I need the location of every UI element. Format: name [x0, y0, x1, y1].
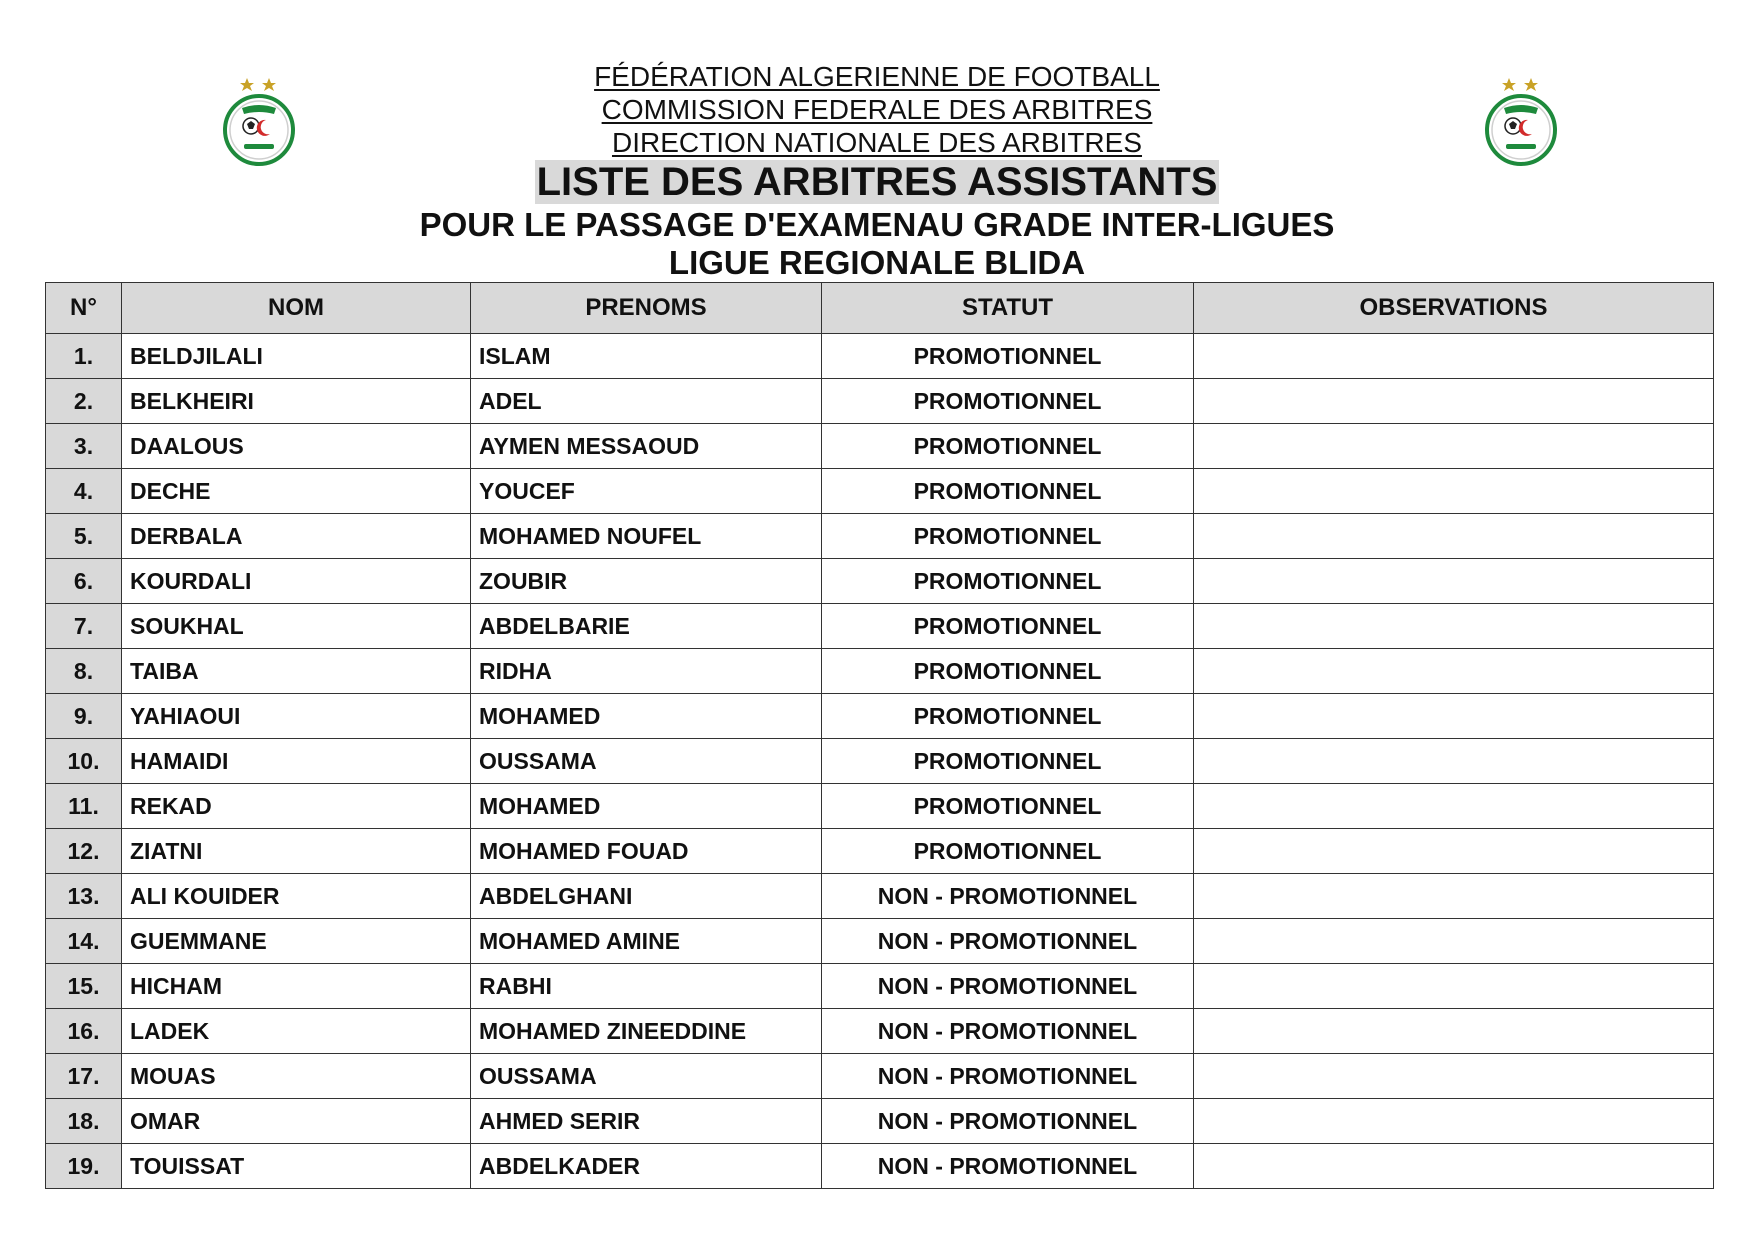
row-statut: NON - PROMOTIONNEL — [822, 919, 1194, 964]
row-number: 12. — [46, 829, 122, 874]
row-statut: NON - PROMOTIONNEL — [822, 1144, 1194, 1189]
row-number: 11. — [46, 784, 122, 829]
row-number: 17. — [46, 1054, 122, 1099]
table-row — [46, 874, 1714, 919]
row-prenom: RABHI — [471, 964, 822, 1009]
column-header-nom: NOM — [122, 283, 471, 334]
table-row — [46, 919, 1714, 964]
column-header-statut: STATUT — [822, 283, 1194, 334]
row-statut: PROMOTIONNEL — [822, 739, 1194, 784]
row-prenom: YOUCEF — [471, 469, 822, 514]
row-observations — [1194, 1099, 1714, 1144]
table-row — [46, 1054, 1714, 1099]
row-number: 18. — [46, 1099, 122, 1144]
row-number: 1. — [46, 334, 122, 379]
column-header-observations: OBSERVATIONS — [1194, 283, 1714, 334]
row-prenom: MOHAMED FOUAD — [471, 829, 822, 874]
row-prenom: ZOUBIR — [471, 559, 822, 604]
row-number: 4. — [46, 469, 122, 514]
row-observations — [1194, 874, 1714, 919]
row-observations — [1194, 694, 1714, 739]
document-subtitle: POUR LE PASSAGE D'EXAMENAU GRADE INTER-LIGUES — [419, 206, 1335, 243]
row-prenom: ISLAM — [471, 334, 822, 379]
direction-name: DIRECTION NATIONALE DES ARBITRES — [611, 127, 1143, 158]
row-prenom: AYMEN MESSAOUD — [471, 424, 822, 469]
row-prenom: OUSSAMA — [471, 1054, 822, 1099]
row-number: 8. — [46, 649, 122, 694]
row-nom: TAIBA — [122, 649, 471, 694]
table-row — [46, 1144, 1714, 1189]
row-observations — [1194, 919, 1714, 964]
row-observations — [1194, 649, 1714, 694]
row-nom: ALI KOUIDER — [122, 874, 471, 919]
row-nom: OMAR — [122, 1099, 471, 1144]
row-observations — [1194, 559, 1714, 604]
table-row — [46, 1009, 1714, 1054]
row-nom: DAALOUS — [122, 424, 471, 469]
row-nom: TOUISSAT — [122, 1144, 471, 1189]
row-number: 19. — [46, 1144, 122, 1189]
table-row — [46, 1099, 1714, 1144]
row-prenom: MOHAMED — [471, 694, 822, 739]
federation-name: FÉDÉRATION ALGERIENNE DE FOOTBALL — [594, 61, 1160, 92]
column-header-num: N° — [46, 283, 122, 334]
row-observations — [1194, 379, 1714, 424]
table-row — [46, 694, 1714, 739]
row-prenom: AHMED SERIR — [471, 1099, 822, 1144]
table-row — [46, 739, 1714, 784]
row-statut: PROMOTIONNEL — [822, 829, 1194, 874]
row-nom: YAHIAOUI — [122, 694, 471, 739]
table-row — [46, 424, 1714, 469]
row-number: 15. — [46, 964, 122, 1009]
row-prenom: ADEL — [471, 379, 822, 424]
row-statut: PROMOTIONNEL — [822, 784, 1194, 829]
row-prenom: ABDELBARIE — [471, 604, 822, 649]
row-prenom: RIDHA — [471, 649, 822, 694]
header-block — [0, 60, 1754, 159]
table-row — [46, 514, 1714, 559]
row-nom: KOURDALI — [122, 559, 471, 604]
row-number: 9. — [46, 694, 122, 739]
row-statut: NON - PROMOTIONNEL — [822, 1099, 1194, 1144]
row-statut: PROMOTIONNEL — [822, 469, 1194, 514]
row-prenom: MOHAMED — [471, 784, 822, 829]
league-name: LIGUE REGIONALE BLIDA — [668, 244, 1086, 281]
row-number: 14. — [46, 919, 122, 964]
row-number: 5. — [46, 514, 122, 559]
table-row — [46, 784, 1714, 829]
row-number: 3. — [46, 424, 122, 469]
row-observations — [1194, 784, 1714, 829]
row-observations — [1194, 514, 1714, 559]
row-observations — [1194, 424, 1714, 469]
row-number: 10. — [46, 739, 122, 784]
row-prenom: OUSSAMA — [471, 739, 822, 784]
table-row — [46, 379, 1714, 424]
row-number: 13. — [46, 874, 122, 919]
row-observations — [1194, 964, 1714, 1009]
table-row — [46, 829, 1714, 874]
row-observations — [1194, 1054, 1714, 1099]
document-title: LISTE DES ARBITRES ASSISTANTS — [536, 160, 1218, 204]
table-header-row — [46, 283, 1714, 334]
row-nom: GUEMMANE — [122, 919, 471, 964]
row-nom: SOUKHAL — [122, 604, 471, 649]
row-statut: NON - PROMOTIONNEL — [822, 1054, 1194, 1099]
row-statut: PROMOTIONNEL — [822, 604, 1194, 649]
table-row — [46, 604, 1714, 649]
row-statut: NON - PROMOTIONNEL — [822, 874, 1194, 919]
table-row — [46, 559, 1714, 604]
row-prenom: ABDELGHANI — [471, 874, 822, 919]
row-statut: PROMOTIONNEL — [822, 514, 1194, 559]
row-observations — [1194, 334, 1714, 379]
row-statut: PROMOTIONNEL — [822, 694, 1194, 739]
row-observations — [1194, 1009, 1714, 1054]
row-nom: BELKHEIRI — [122, 379, 471, 424]
row-prenom: MOHAMED ZINEEDDINE — [471, 1009, 822, 1054]
row-number: 7. — [46, 604, 122, 649]
row-prenom: ABDELKADER — [471, 1144, 822, 1189]
document-title-block — [0, 160, 1754, 204]
row-nom: DERBALA — [122, 514, 471, 559]
row-observations — [1194, 1144, 1714, 1189]
row-nom: DECHE — [122, 469, 471, 514]
row-statut: NON - PROMOTIONNEL — [822, 964, 1194, 1009]
row-nom: BELDJILALI — [122, 334, 471, 379]
row-nom: LADEK — [122, 1009, 471, 1054]
row-observations — [1194, 604, 1714, 649]
row-nom: HICHAM — [122, 964, 471, 1009]
row-observations — [1194, 829, 1714, 874]
row-prenom: MOHAMED NOUFEL — [471, 514, 822, 559]
row-statut: PROMOTIONNEL — [822, 334, 1194, 379]
table-row — [46, 649, 1714, 694]
row-statut: NON - PROMOTIONNEL — [822, 1009, 1194, 1054]
table-row — [46, 334, 1714, 379]
row-observations — [1194, 739, 1714, 784]
row-number: 16. — [46, 1009, 122, 1054]
row-nom: REKAD — [122, 784, 471, 829]
row-statut: PROMOTIONNEL — [822, 649, 1194, 694]
row-nom: HAMAIDI — [122, 739, 471, 784]
row-statut: PROMOTIONNEL — [822, 424, 1194, 469]
row-observations — [1194, 469, 1714, 514]
referees-table — [45, 282, 1714, 1189]
row-nom: MOUAS — [122, 1054, 471, 1099]
table-row — [46, 469, 1714, 514]
commission-name: COMMISSION FEDERALE DES ARBITRES — [601, 94, 1153, 125]
row-number: 6. — [46, 559, 122, 604]
table-row — [46, 964, 1714, 1009]
row-statut: PROMOTIONNEL — [822, 379, 1194, 424]
row-number: 2. — [46, 379, 122, 424]
table-body — [46, 334, 1714, 1189]
row-statut: PROMOTIONNEL — [822, 559, 1194, 604]
row-prenom: MOHAMED AMINE — [471, 919, 822, 964]
row-nom: ZIATNI — [122, 829, 471, 874]
column-header-prenoms: PRENOMS — [471, 283, 822, 334]
